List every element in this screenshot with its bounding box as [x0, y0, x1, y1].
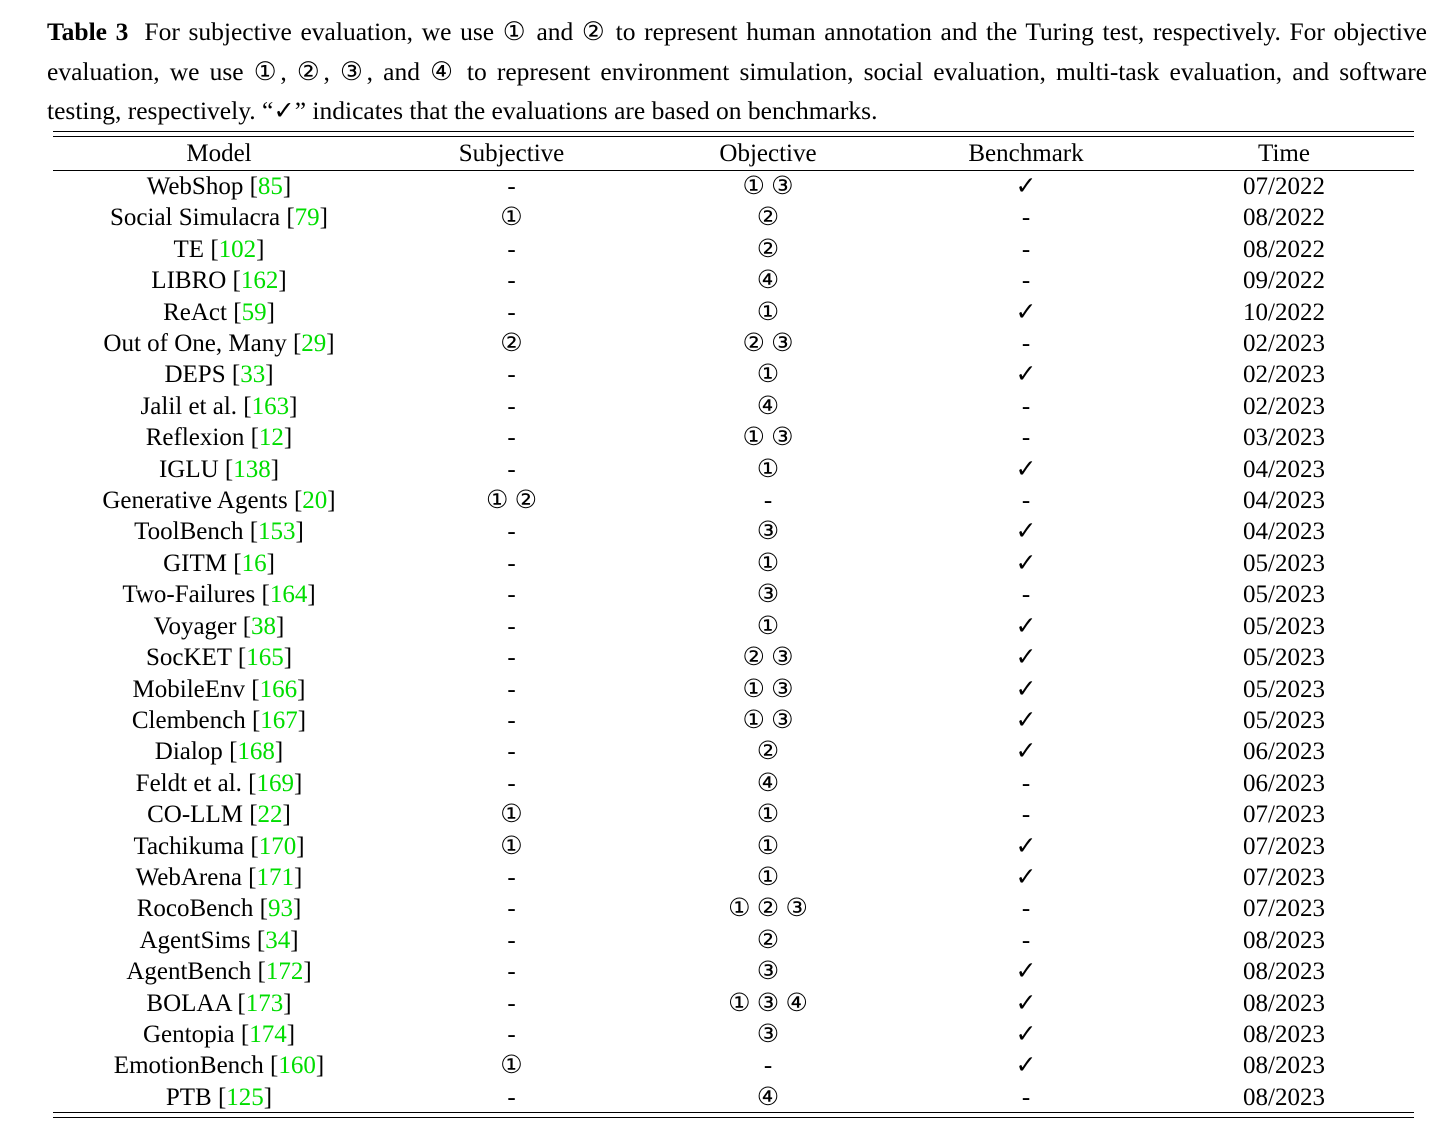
- cell-objective: ①: [756, 298, 780, 326]
- citation-link[interactable]: 171: [256, 863, 294, 891]
- model-name: Out of One, Many: [103, 330, 287, 358]
- cell-subjective: -: [507, 298, 516, 326]
- cell-benchmark: ✓: [1015, 958, 1037, 986]
- top-rule-outer: [53, 131, 1414, 132]
- cell-time: 06/2023: [1243, 738, 1325, 766]
- cell-subjective: -: [507, 706, 516, 734]
- model-name: Social Simulacra: [110, 204, 281, 232]
- cell-benchmark: -: [1021, 487, 1031, 515]
- table-row: [53, 831, 1414, 862]
- table-row: [53, 202, 1414, 233]
- table-row: [53, 169, 1414, 202]
- cell-time: 07/2023: [1243, 863, 1325, 891]
- citation-link[interactable]: 93: [267, 895, 293, 923]
- cell-model: SocKET [165]: [145, 644, 293, 672]
- table-row: [53, 674, 1414, 705]
- cell-model: WebShop [85]: [146, 173, 292, 200]
- cell-subjective: -: [507, 392, 516, 420]
- table-row: [53, 422, 1414, 453]
- header-objective: Objective: [719, 140, 817, 167]
- cell-subjective: -: [507, 612, 516, 640]
- cell-model: WebArena [171]: [135, 863, 303, 891]
- cell-time: 08/2023: [1243, 926, 1325, 954]
- cell-time: 02/2023: [1243, 361, 1325, 389]
- cell-subjective: -: [507, 424, 516, 452]
- citation-link[interactable]: 166: [259, 675, 298, 703]
- table-row: [53, 956, 1414, 987]
- cell-benchmark: ✓: [1015, 738, 1037, 766]
- cell-objective: ②: [756, 738, 780, 766]
- cell-model: EmotionBench [160]: [113, 1052, 325, 1080]
- model-name: Voyager: [153, 612, 237, 640]
- table-header-row: [53, 139, 1414, 169]
- cell-model: Voyager [38]: [153, 612, 285, 640]
- cell-model: PTB [125]: [165, 1083, 273, 1111]
- citation-link[interactable]: 102: [218, 235, 257, 263]
- citation-link[interactable]: 34: [265, 926, 291, 954]
- cell-objective: ① ③: [742, 675, 794, 703]
- cell-subjective: -: [507, 644, 516, 672]
- cell-model: ReAct [59]: [163, 298, 275, 326]
- cell-time: 07/2023: [1243, 801, 1325, 829]
- cell-objective: ①: [756, 549, 780, 577]
- table-row: [53, 579, 1414, 610]
- citation-link[interactable]: 138: [233, 455, 271, 483]
- model-name: AgentSims: [139, 926, 251, 954]
- cell-time: 05/2023: [1243, 706, 1325, 734]
- cell-objective: ① ③ ④: [728, 989, 808, 1017]
- cell-time: 08/2023: [1243, 1052, 1325, 1080]
- cell-model: BOLAA [173]: [146, 989, 292, 1017]
- cell-subjective: ① ②: [485, 487, 538, 515]
- model-name: Gentopia: [142, 1020, 235, 1048]
- cell-model: Dialop [168]: [154, 738, 284, 766]
- table-row: [53, 548, 1414, 579]
- cell-model: Generative Agents [20]: [102, 487, 336, 515]
- cell-subjective: ②: [500, 330, 523, 358]
- cell-model: Feldt et al. [169]: [135, 769, 303, 797]
- caption-text: For subjective evaluation, we use ① and ② to represent human annotation and the Turing test, respectively. For objective evaluation, we use ①, ②, ③, and ④ to represent environment simulation, social evaluation, multi-task evaluation, and software testing, respectively. “✓” indicates that the evaluations are based on benchmarks.: [47, 17, 1427, 125]
- table-caption: [47, 12, 1427, 131]
- model-name: Reflexion: [145, 424, 245, 452]
- cell-time: 02/2023: [1243, 330, 1325, 358]
- model-name: Two-Failures: [122, 581, 256, 609]
- table-label: Table 3: [47, 17, 129, 46]
- citation-link[interactable]: 59: [241, 298, 267, 326]
- cell-time: 08/2022: [1243, 235, 1325, 263]
- model-name: ToolBench: [134, 518, 244, 546]
- cell-benchmark: ✓: [1015, 455, 1037, 483]
- cell-time: 10/2022: [1243, 298, 1325, 326]
- cell-benchmark: ✓: [1015, 644, 1037, 672]
- cell-benchmark: -: [1021, 581, 1031, 609]
- table-row: [53, 359, 1414, 390]
- table-row: [53, 799, 1414, 830]
- model-name: RocoBench: [136, 895, 254, 923]
- table-row: [53, 705, 1414, 736]
- cell-objective: ① ③: [742, 173, 794, 200]
- cell-subjective: -: [507, 455, 516, 483]
- citation-link[interactable]: 167: [260, 706, 298, 734]
- cell-objective: ①: [756, 361, 780, 389]
- cell-objective: ② ③: [742, 330, 794, 358]
- cell-model: Clembench [167]: [131, 706, 307, 734]
- model-name: MobileEnv: [132, 675, 246, 703]
- cell-model: TE [102]: [173, 235, 265, 263]
- cell-time: 07/2023: [1243, 832, 1325, 860]
- model-name: GITM: [163, 549, 227, 577]
- cell-benchmark: -: [1021, 895, 1031, 923]
- cell-benchmark: -: [1021, 392, 1031, 420]
- cell-objective: ① ② ③: [728, 895, 808, 923]
- cell-objective: ③: [756, 958, 780, 986]
- cell-subjective: -: [507, 267, 516, 295]
- cell-subjective: -: [507, 581, 516, 609]
- cell-subjective: ①: [500, 832, 523, 860]
- cell-benchmark: -: [1021, 801, 1031, 829]
- model-name: IGLU: [158, 455, 219, 483]
- cell-model: Social Simulacra [79]: [110, 204, 328, 232]
- cell-benchmark: ✓: [1015, 361, 1037, 389]
- cell-subjective: -: [507, 549, 516, 577]
- cell-time: 08/2023: [1243, 1083, 1325, 1111]
- table-row: [53, 297, 1414, 328]
- cell-model: Jalil et al. [163]: [140, 392, 298, 420]
- citation-link[interactable]: 38: [251, 612, 277, 640]
- cell-benchmark: -: [1021, 330, 1031, 358]
- model-name: DEPS: [164, 361, 226, 389]
- header-benchmark: Benchmark: [968, 140, 1084, 167]
- cell-model: MobileEnv [166]: [132, 675, 306, 703]
- citation-link[interactable]: 168: [237, 738, 275, 766]
- cell-model: CO-LLM [22]: [147, 801, 291, 829]
- citation-link[interactable]: 153: [258, 518, 296, 546]
- cell-benchmark: -: [1021, 267, 1031, 295]
- cell-subjective: -: [507, 518, 516, 546]
- cell-benchmark: -: [1021, 235, 1031, 263]
- citation-link[interactable]: 173: [245, 989, 284, 1017]
- cell-model: IGLU [138]: [158, 455, 280, 483]
- cell-benchmark: ✓: [1015, 832, 1037, 860]
- citation-link[interactable]: 162: [240, 267, 279, 295]
- cell-subjective: ①: [500, 801, 523, 829]
- model-name: PTB: [165, 1083, 212, 1111]
- model-name: WebArena: [135, 863, 242, 891]
- cell-model: AgentSims [34]: [139, 926, 299, 954]
- cell-subjective: -: [507, 675, 516, 703]
- cell-model: LIBRO [162]: [151, 267, 287, 295]
- cell-time: 08/2023: [1243, 989, 1325, 1017]
- cell-time: 09/2022: [1243, 267, 1325, 295]
- citation-link[interactable]: 12: [258, 424, 284, 452]
- table-row: [53, 925, 1414, 956]
- header-model: Model: [186, 140, 252, 167]
- cell-time: 05/2023: [1243, 612, 1325, 640]
- table-row: [53, 862, 1414, 893]
- cell-objective: ④: [756, 267, 780, 295]
- cell-subjective: -: [507, 989, 516, 1017]
- table-row: [53, 736, 1414, 767]
- citation-link[interactable]: 125: [226, 1083, 264, 1111]
- cell-time: 08/2023: [1243, 958, 1325, 986]
- citation-link[interactable]: 172: [265, 958, 304, 986]
- table-row: [53, 768, 1414, 799]
- model-name: Dialop: [154, 738, 223, 766]
- table-row: [53, 893, 1414, 924]
- cell-benchmark: ✓: [1015, 675, 1037, 703]
- cell-benchmark: ✓: [1015, 989, 1037, 1017]
- cell-time: 04/2023: [1243, 455, 1325, 483]
- top-rule-inner: [53, 136, 1414, 137]
- cell-model: Out of One, Many [29]: [103, 330, 335, 358]
- model-name: SocKET: [145, 644, 232, 672]
- cell-benchmark: -: [1021, 204, 1031, 232]
- cell-model: Gentopia [174]: [142, 1020, 296, 1048]
- citation-link[interactable]: 174: [249, 1020, 287, 1048]
- model-name: Clembench: [131, 706, 246, 734]
- cell-time: 05/2023: [1243, 675, 1325, 703]
- citation-link[interactable]: 29: [301, 330, 327, 358]
- cell-benchmark: ✓: [1015, 173, 1037, 200]
- cell-model: Tachikuma [170]: [133, 832, 305, 860]
- cell-subjective: -: [507, 1083, 516, 1111]
- cell-benchmark: -: [1021, 424, 1031, 452]
- cell-time: 04/2023: [1243, 518, 1325, 546]
- model-name: CO-LLM: [147, 801, 243, 829]
- cell-time: 06/2023: [1243, 769, 1325, 797]
- cell-subjective: -: [507, 173, 516, 200]
- cell-subjective: ①: [500, 204, 523, 232]
- table-row: [53, 611, 1414, 642]
- cell-benchmark: ✓: [1015, 1052, 1037, 1080]
- cell-benchmark: ✓: [1015, 612, 1037, 640]
- citation-link[interactable]: 22: [257, 801, 283, 829]
- model-name: Jalil et al.: [140, 392, 238, 420]
- citation-link[interactable]: 85: [257, 173, 283, 200]
- model-name: Generative Agents: [102, 487, 288, 515]
- cell-benchmark: ✓: [1015, 298, 1037, 326]
- cell-objective: ①: [756, 832, 780, 860]
- citation-link[interactable]: 164: [269, 581, 308, 609]
- cell-objective: ②: [756, 235, 780, 263]
- table-row: [53, 1082, 1414, 1113]
- cell-subjective: -: [507, 895, 516, 923]
- citation-link[interactable]: 163: [251, 392, 290, 420]
- bottom-rule-outer: [53, 1117, 1414, 1118]
- citation-link[interactable]: 165: [246, 644, 284, 672]
- cell-time: 07/2022: [1243, 173, 1325, 200]
- model-name: EmotionBench: [113, 1052, 264, 1080]
- cell-model: ToolBench [153]: [134, 518, 304, 546]
- cell-model: AgentBench [172]: [126, 958, 312, 986]
- table-row: [53, 391, 1414, 422]
- cell-objective: ① ③: [742, 706, 794, 734]
- cell-objective: ④: [756, 769, 780, 797]
- cell-time: 03/2023: [1243, 424, 1325, 452]
- model-name: LIBRO: [151, 267, 227, 295]
- cell-benchmark: -: [1021, 769, 1031, 797]
- cell-time: 08/2023: [1243, 1020, 1325, 1048]
- cell-objective: ③: [756, 518, 780, 546]
- cell-subjective: -: [507, 738, 516, 766]
- model-name: BOLAA: [146, 989, 232, 1017]
- cell-benchmark: ✓: [1015, 706, 1037, 734]
- citation-link[interactable]: 170: [258, 832, 297, 860]
- cell-model: DEPS [33]: [164, 361, 274, 389]
- cell-objective: ②: [756, 926, 780, 954]
- model-name: ReAct: [163, 298, 227, 326]
- citation-link[interactable]: 20: [302, 487, 328, 515]
- table-row: [53, 988, 1414, 1019]
- evaluation-table: [53, 139, 1414, 1113]
- cell-time: 02/2023: [1243, 392, 1325, 420]
- citation-link[interactable]: 169: [256, 769, 294, 797]
- cell-benchmark: ✓: [1015, 549, 1037, 577]
- cell-time: 04/2023: [1243, 487, 1325, 515]
- cell-objective: ③: [756, 1020, 780, 1048]
- model-name: AgentBench: [126, 958, 252, 986]
- model-name: Feldt et al.: [135, 769, 242, 797]
- cell-objective: ①: [756, 863, 780, 891]
- cell-subjective: -: [507, 958, 516, 986]
- cell-benchmark: ✓: [1015, 1020, 1037, 1048]
- table-row: [53, 328, 1414, 359]
- cell-benchmark: ✓: [1015, 518, 1037, 546]
- cell-subjective: -: [507, 235, 516, 263]
- cell-subjective: -: [507, 926, 516, 954]
- table-row: [53, 265, 1414, 296]
- table-row: [53, 1019, 1414, 1050]
- table-row: [53, 1050, 1414, 1081]
- cell-subjective: -: [507, 1020, 516, 1048]
- citation-link[interactable]: 79: [294, 204, 320, 232]
- cell-time: 08/2022: [1243, 204, 1325, 232]
- cell-objective: ①: [756, 801, 780, 829]
- cell-benchmark: ✓: [1015, 863, 1037, 891]
- table-row: [53, 642, 1414, 673]
- cell-objective: -: [763, 487, 773, 515]
- header-subjective: Subjective: [458, 140, 565, 167]
- table-row: [53, 454, 1414, 485]
- cell-benchmark: -: [1021, 926, 1031, 954]
- cell-benchmark: -: [1021, 1083, 1031, 1111]
- citation-link[interactable]: 160: [278, 1052, 316, 1080]
- table-row: [53, 516, 1414, 547]
- cell-objective: ①: [756, 612, 780, 640]
- cell-time: 05/2023: [1243, 581, 1325, 609]
- model-name: TE: [173, 235, 205, 263]
- cell-objective: ③: [756, 581, 780, 609]
- cell-time: 07/2023: [1243, 895, 1325, 923]
- cell-objective: ④: [756, 392, 780, 420]
- cell-time: 05/2023: [1243, 644, 1325, 672]
- cell-subjective: -: [507, 863, 516, 891]
- cell-model: Reflexion [12]: [145, 424, 293, 452]
- model-name: Tachikuma: [133, 832, 245, 860]
- header-time: Time: [1258, 140, 1310, 167]
- cell-objective: ④: [756, 1083, 780, 1111]
- citation-link[interactable]: 33: [240, 361, 266, 389]
- citation-link[interactable]: 16: [241, 549, 267, 577]
- model-name: WebShop: [146, 173, 244, 200]
- cell-model: Two-Failures [164]: [122, 581, 316, 609]
- cell-subjective: -: [507, 361, 516, 389]
- cell-objective: ①: [756, 455, 780, 483]
- cell-subjective: -: [507, 769, 516, 797]
- cell-subjective: ①: [500, 1052, 523, 1080]
- cell-objective: ② ③: [742, 644, 794, 672]
- cell-objective: ① ③: [742, 424, 794, 452]
- cell-model: RocoBench [93]: [136, 895, 302, 923]
- cell-objective: -: [763, 1052, 773, 1080]
- cell-model: GITM [16]: [163, 549, 275, 577]
- table-row: [53, 234, 1414, 265]
- cell-time: 05/2023: [1243, 549, 1325, 577]
- cell-objective: ②: [756, 204, 780, 232]
- table-row: [53, 485, 1414, 516]
